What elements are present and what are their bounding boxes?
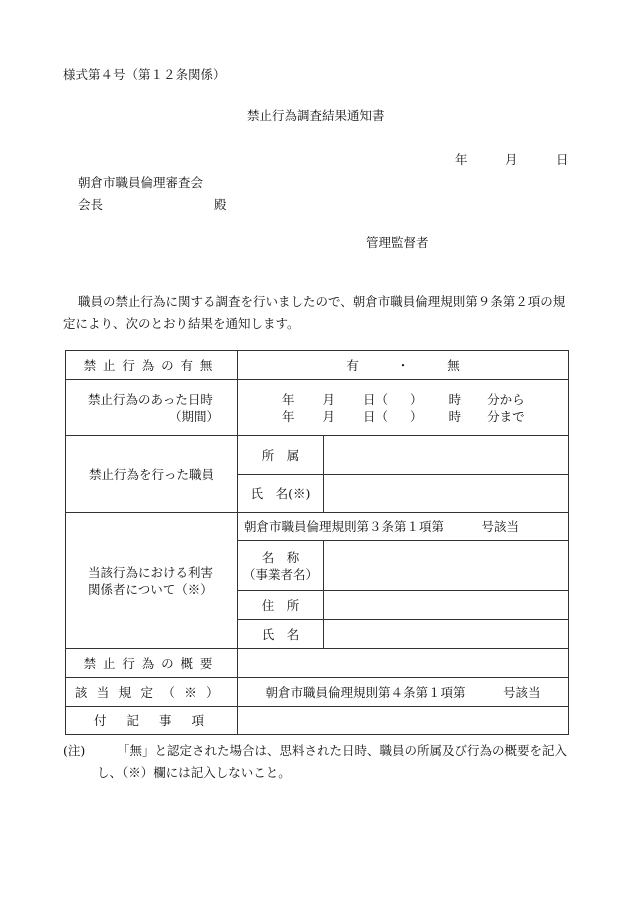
date-year: 年 [455, 152, 468, 167]
note-marker: (注) [63, 743, 86, 758]
body-paragraph-line2: 定により、次のとおり結果を通知します。 [63, 316, 300, 331]
row-notes-field[interactable] [238, 707, 569, 735]
row-employee-label: 禁止行為を行った職員 [66, 436, 238, 513]
row-stakeholder-label: 当該行為における利害 関係者について（※） [66, 513, 238, 649]
row-datetime-value[interactable] [238, 380, 569, 436]
stakeholder-name-field[interactable] [324, 620, 569, 649]
recipient-title: 会長 [78, 197, 104, 212]
recipient-honorific: 殿 [214, 197, 227, 212]
employee-affiliation-field[interactable] [324, 436, 569, 475]
row-summary-label: 禁止行為の概要 [66, 649, 238, 678]
stakeholder-company-label: 名 称 （事業者名） [238, 541, 324, 591]
row-applicable-rule-label: 該当規定（※） [66, 678, 238, 707]
employee-name-label: 氏 名(※) [238, 475, 324, 513]
row-applicable-rule-value[interactable]: 朝倉市職員倫理規則第４条第１項第 号該当 [238, 678, 569, 707]
row-existence-value[interactable]: 有 ・ 無 [238, 351, 569, 380]
row-existence-label: 禁止行為の有無 [66, 351, 238, 380]
recipient-org: 朝倉市職員倫理審査会 [78, 175, 204, 190]
stakeholder-address-label: 住 所 [238, 591, 324, 620]
stakeholder-address-field[interactable] [324, 591, 569, 620]
note-line2: し、（※）欄には記入しないこと。 [97, 765, 291, 780]
row-notes-label: 付記事項 [66, 707, 238, 735]
note-line1: 「無」と認定された場合は、思料された日時、職員の所属及び行為の概要を記入 [117, 743, 568, 758]
row-summary-field[interactable] [238, 649, 569, 678]
date-day: 日 [556, 152, 569, 167]
body-paragraph-line1: 職員の禁止行為に関する調査を行いましたので、朝倉市職員倫理規則第９条第２項の規 [78, 294, 566, 309]
employee-affiliation-label: 所 属 [238, 436, 324, 475]
row-datetime-label: 禁止行為のあった日時 （期間） [66, 380, 238, 436]
datetime-from: 年 月 日（ ） 時 分から [282, 391, 525, 407]
result-table [65, 350, 569, 735]
document-title: 禁止行為調査結果通知書 [247, 108, 385, 123]
stakeholder-rule[interactable]: 朝倉市職員倫理規則第３条第１項第 号該当 [238, 513, 569, 541]
datetime-to: 年 月 日（ ） 時 分まで [282, 408, 525, 424]
employee-name-field[interactable] [324, 475, 569, 513]
date-month: 月 [505, 152, 518, 167]
stakeholder-company-field[interactable] [324, 541, 569, 591]
form-number: 様式第４号（第１２条関係） [63, 67, 226, 82]
stakeholder-name-label: 氏 名 [238, 620, 324, 649]
sender: 管理監督者 [366, 235, 429, 250]
